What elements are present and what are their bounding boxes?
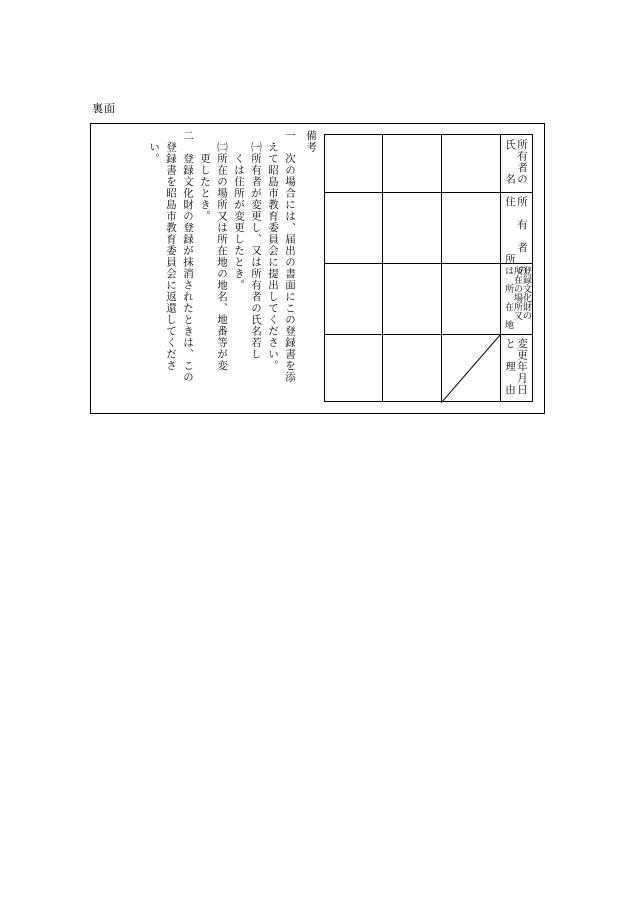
header-location-3: は 所 在 地: [503, 266, 513, 329]
note-item-2-line-2: 登録書を昭島市教育委員会に返還してくださ: [165, 130, 177, 372]
header-owner-name-2: 氏 名: [504, 139, 516, 185]
table-vline: [382, 135, 383, 401]
header-owner-address-2: 住 所: [504, 196, 516, 265]
notes-block: [95, 130, 319, 410]
table-hline: [325, 263, 532, 264]
note-item-2-line-3: い。: [148, 130, 160, 165]
note-item-1-line-1: 一 次の場合には、届出の書面にこの登録書を添: [284, 130, 296, 383]
notes-heading: 備考: [305, 130, 317, 153]
page-label: 裏面: [92, 102, 116, 115]
diagonal-line: [441, 335, 501, 403]
note-item-2-line-1: 二 登録文化財の登録が抹消されたときは、この: [182, 130, 194, 383]
note-sub-1-line-2: くは住所が変更したとき。: [233, 130, 245, 291]
note-sub-1-line-1: ㈠所有者が変更し、又は所有者の氏名若し: [250, 130, 262, 360]
header-owner-name-1: 所有者の: [516, 139, 528, 185]
header-change-1: 変更年月日: [516, 338, 528, 396]
header-location-2: 所在の場所又: [512, 266, 522, 320]
note-sub-2-line-2: 更したとき。: [199, 130, 211, 222]
header-location-1: 登録文化財の: [521, 266, 531, 320]
header-owner-address-1: 所 有 者 の: [516, 196, 528, 277]
registration-table: [324, 134, 533, 402]
note-sub-2-line-1: ㈡所在の場所又は所在地の地名、地番等が変: [216, 130, 228, 372]
table-hline: [325, 192, 532, 193]
note-item-1-line-2: えて昭島市教育委員会に提出してください。: [267, 130, 279, 372]
header-change-2: と 理 由: [504, 338, 516, 396]
